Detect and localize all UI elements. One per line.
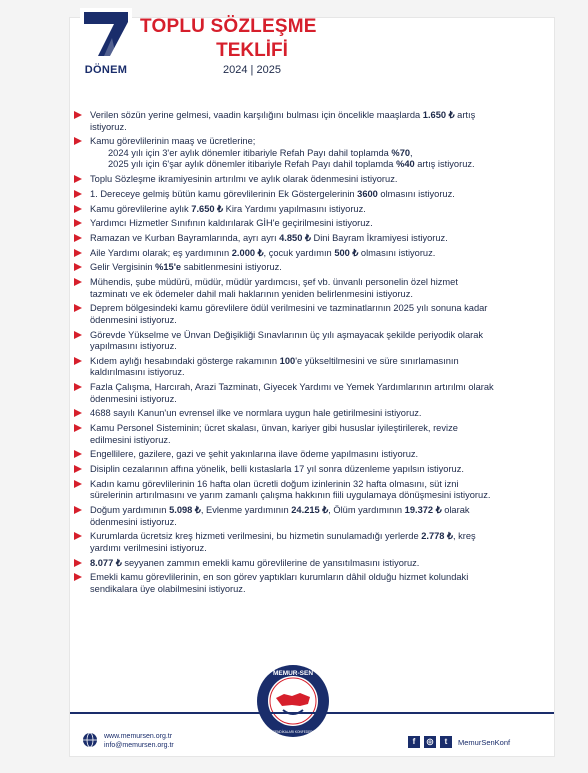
highlight-value: 5.098 ₺ bbox=[169, 505, 201, 515]
bullet-arrow-icon bbox=[74, 532, 82, 540]
list-item bbox=[74, 303, 494, 326]
item-text: Kamu Personel Sisteminin; ücret skalası, ünvan, kariyer gibi hususlar iyileştirilerek, revize edilmesini istiyoruz. bbox=[90, 423, 458, 445]
item-text: olmasını istiyoruz. bbox=[358, 247, 436, 258]
item-text: Yardımcı Hizmetler Sınıfının kaldırılarak GİH'e geçirilmesini istiyoruz. bbox=[90, 218, 373, 229]
item-text: Görevde Yükselme ve Ünvan Değişikliği Sınavlarının üç yılı aşmayacak şekilde periyodik olarak yapılmasını istiyoruz. bbox=[90, 329, 484, 352]
list-item bbox=[74, 356, 494, 379]
item-text: Gelir Vergisinin bbox=[90, 262, 156, 273]
highlight-value: 4.850 ₺ bbox=[279, 232, 311, 243]
bullet-arrow-icon bbox=[74, 559, 82, 567]
highlight-value: 2.000 ₺ bbox=[231, 247, 264, 258]
bullet-arrow-icon bbox=[74, 175, 82, 183]
highlight-value: %15'e bbox=[155, 262, 182, 273]
highlight-value: 2.778 ₺ bbox=[421, 531, 453, 542]
item-text: sabitlenmesini istiyoruz. bbox=[181, 262, 282, 273]
item-text: 2025 yılı için 6'şar aylık dönemler itibariyle Refah Payı dahil toplamda bbox=[108, 159, 397, 170]
bullet-arrow-icon bbox=[74, 111, 82, 119]
emblem-top-text: MEMUR-SEN bbox=[272, 670, 314, 677]
social-handle: MemurSenKonf bbox=[458, 738, 511, 747]
item-text: Deprem bölgesindeki kamu görevlilere ödül verilmesini ve tazminatlarının 2025 yılı sonuna kadar ödenmesini istiyoruz. bbox=[90, 303, 488, 325]
item-text: Verilen sözün yerine gelmesi, vaadin karşılığını bulması için öncelikle maaşlarda bbox=[90, 110, 423, 120]
item-text: Kadın kamu görevlilerinin 16 hafta olan ücretli doğum izinlerinin 32 hafta olmasını, süt izni sürelerinin artırılmasını ve yarım zamanlı çalışma hakkının fiili uygulamaya dönüşmesini istiyoruz. bbox=[90, 478, 491, 501]
highlight-value: 1.650 ₺ bbox=[422, 110, 455, 120]
bullet-arrow-icon bbox=[74, 383, 82, 391]
list-item bbox=[74, 330, 494, 353]
email-link[interactable]: info@memursen.org.tr bbox=[104, 742, 174, 749]
document-years: 2024 | 2025 bbox=[223, 64, 281, 76]
item-text: 'e yükseltilmesini ve süre sınırlamasının kaldırılmasını istiyoruz. bbox=[90, 355, 459, 378]
footer-divider bbox=[70, 712, 554, 714]
bullet-arrow-icon bbox=[74, 450, 82, 458]
list-item bbox=[74, 572, 494, 595]
bullet-arrow-icon bbox=[74, 357, 82, 365]
instagram-icon[interactable]: ◎ bbox=[424, 736, 436, 748]
list-item bbox=[74, 449, 494, 461]
bullet-arrow-icon bbox=[74, 190, 82, 198]
donem-label: DÖNEM bbox=[84, 64, 128, 76]
list-item bbox=[74, 408, 494, 420]
bullet-arrow-icon bbox=[74, 331, 82, 339]
sub-item bbox=[90, 148, 494, 160]
emblem-bottom-text: MEMUR SENDİKALARI KONFEDERASYONU bbox=[259, 730, 327, 734]
item-text: Engellilere, gazilere, gazi ve şehit yakınlarına ilave ödeme yapılmasını istiyoruz. bbox=[90, 449, 419, 460]
list-item bbox=[74, 262, 494, 274]
item-text: , Ölüm yardımının bbox=[328, 505, 405, 515]
website-link[interactable]: www.memursen.org.tr bbox=[104, 733, 173, 740]
item-text: Fazla Çalışma, Harcırah, Arazi Tazminatı, Giyecek Yardımı ve Yemek Yardımlarının artırılmı olarak ödenmesini istiyoruz. bbox=[90, 382, 494, 404]
highlight-value: 3600 bbox=[357, 188, 378, 199]
list-item bbox=[74, 558, 494, 570]
memur-sen-emblem bbox=[256, 664, 330, 738]
item-text: artış istiyoruz. bbox=[90, 110, 476, 132]
item-text: artış istiyoruz. bbox=[414, 159, 475, 170]
bullet-arrow-icon bbox=[74, 304, 82, 312]
item-text: 2024 yılı için 3'er aylık dönemler itibariyle Refah Payı dahil toplamda bbox=[108, 147, 392, 158]
item-text: olarak ödenmesini istiyoruz. bbox=[90, 505, 470, 527]
bullet-arrow-icon bbox=[74, 205, 82, 213]
list-item bbox=[74, 382, 494, 405]
highlight-value: %70 bbox=[391, 147, 411, 158]
list-item bbox=[74, 174, 494, 186]
list-item bbox=[74, 136, 494, 171]
bullet-arrow-icon bbox=[74, 465, 82, 473]
bullet-arrow-icon bbox=[74, 263, 82, 271]
footer-contact bbox=[104, 732, 174, 750]
list-item bbox=[74, 531, 494, 554]
bullet-arrow-icon bbox=[74, 278, 82, 286]
item-text: , Evlenme yardımının bbox=[200, 505, 292, 515]
highlight-value: 24.215 ₺ bbox=[291, 505, 329, 515]
list-item bbox=[74, 110, 494, 133]
list-item bbox=[74, 464, 494, 476]
item-text: olmasını istiyoruz. bbox=[377, 188, 455, 199]
twitter-icon[interactable]: t bbox=[440, 736, 452, 748]
highlight-value: 100 bbox=[279, 355, 296, 366]
item-text: , çocuk yardımın bbox=[263, 247, 335, 258]
highlight-value: 8.077 ₺ bbox=[90, 557, 122, 568]
social-icons bbox=[408, 736, 452, 748]
item-text: Emekli kamu görevlilerinin, en son görev yaptıkları kurumların dâhil olduğu hizmet kolundaki sendikalara üye olabilmesini istiyoruz. bbox=[90, 572, 469, 594]
item-text: Toplu Sözleşme ikramiyesinin artırılmı ve aylık olarak ödenmesini istiyoruz. bbox=[90, 174, 398, 185]
list-item bbox=[74, 423, 494, 446]
seven-donem-logo bbox=[80, 8, 132, 60]
bullet-arrow-icon bbox=[74, 409, 82, 417]
bullet-arrow-icon bbox=[74, 249, 82, 257]
list-item bbox=[74, 505, 494, 528]
item-text: 1. Dereceye gelmiş bütün kamu görevlilerinin Ek Göstergelerinin bbox=[90, 188, 358, 199]
item-text: Kıdem aylığı hesabındaki gösterge rakamının bbox=[90, 355, 280, 366]
item-text: Kira Yardımı yapılmasını istiyoruz. bbox=[223, 203, 366, 214]
item-text: Mühendis, şube müdürü, müdür, müdür yardımcısı, şef vb. ünvanlı personelin özel hizmet tazminatı ve ek ödemeler dahil mali haklarının yeniden belirlenmesini istiyoruz. bbox=[90, 276, 458, 299]
item-text: Kamu görevlilerinin maaş ve ücretlerine; bbox=[90, 136, 256, 147]
item-text: 4688 sayılı Kanun'un evrensel ilke ve normlara uygun hale getirilmesini istiyoruz. bbox=[90, 408, 422, 419]
item-text: Kamu görevlilerine aylık bbox=[90, 203, 192, 214]
list-item bbox=[74, 277, 494, 300]
facebook-icon[interactable]: f bbox=[408, 736, 420, 748]
bullet-arrow-icon bbox=[74, 234, 82, 242]
bullet-arrow-icon bbox=[74, 219, 82, 227]
highlight-value: 500 ₺ bbox=[334, 247, 359, 258]
list-item bbox=[74, 248, 494, 260]
globe-icon bbox=[82, 732, 98, 748]
item-text: Disiplin cezalarının affına yönelik, belli kıstaslarla 17 yıl sonra düzenleme yapılsın istiyoruz. bbox=[90, 464, 464, 475]
bullet-arrow-icon bbox=[74, 573, 82, 581]
highlight-value: %40 bbox=[396, 159, 415, 170]
bullet-arrow-icon bbox=[74, 137, 82, 145]
highlight-value: 19.372 ₺ bbox=[404, 505, 442, 515]
list-item bbox=[74, 189, 494, 201]
demand-list bbox=[74, 110, 494, 599]
highlight-value: 7.650 ₺ bbox=[191, 203, 224, 214]
bullet-arrow-icon bbox=[74, 424, 82, 432]
item-text: Aile Yardımı olarak; eş yardımının bbox=[90, 247, 232, 258]
bullet-arrow-icon bbox=[74, 506, 82, 514]
item-text: seyyanen zammın emekli kamu görevlilerine de yansıtılmasını istiyoruz. bbox=[121, 557, 420, 568]
list-item bbox=[74, 233, 494, 245]
list-item bbox=[74, 479, 494, 502]
document-title: TOPLU SÖZLEŞME bbox=[140, 16, 317, 37]
list-item bbox=[74, 218, 494, 230]
item-text: Dini Bayram İkramiyesi istiyoruz. bbox=[310, 232, 448, 243]
item-text: Kurumlarda ücretsiz kreş hizmeti verilmesini, bu hizmetin sunulamadığı yerlerde bbox=[90, 531, 422, 542]
item-text: , kreş yardımı verilmesini istiyoruz. bbox=[90, 531, 476, 553]
item-text: Doğum yardımının bbox=[90, 505, 170, 515]
sub-item bbox=[90, 159, 494, 171]
list-item bbox=[74, 204, 494, 216]
bullet-arrow-icon bbox=[74, 480, 82, 488]
item-text: , bbox=[410, 147, 413, 158]
document-subtitle: TEKLİFİ bbox=[216, 40, 288, 61]
item-text: Ramazan ve Kurban Bayramlarında, ayrı ayrı bbox=[90, 232, 280, 243]
